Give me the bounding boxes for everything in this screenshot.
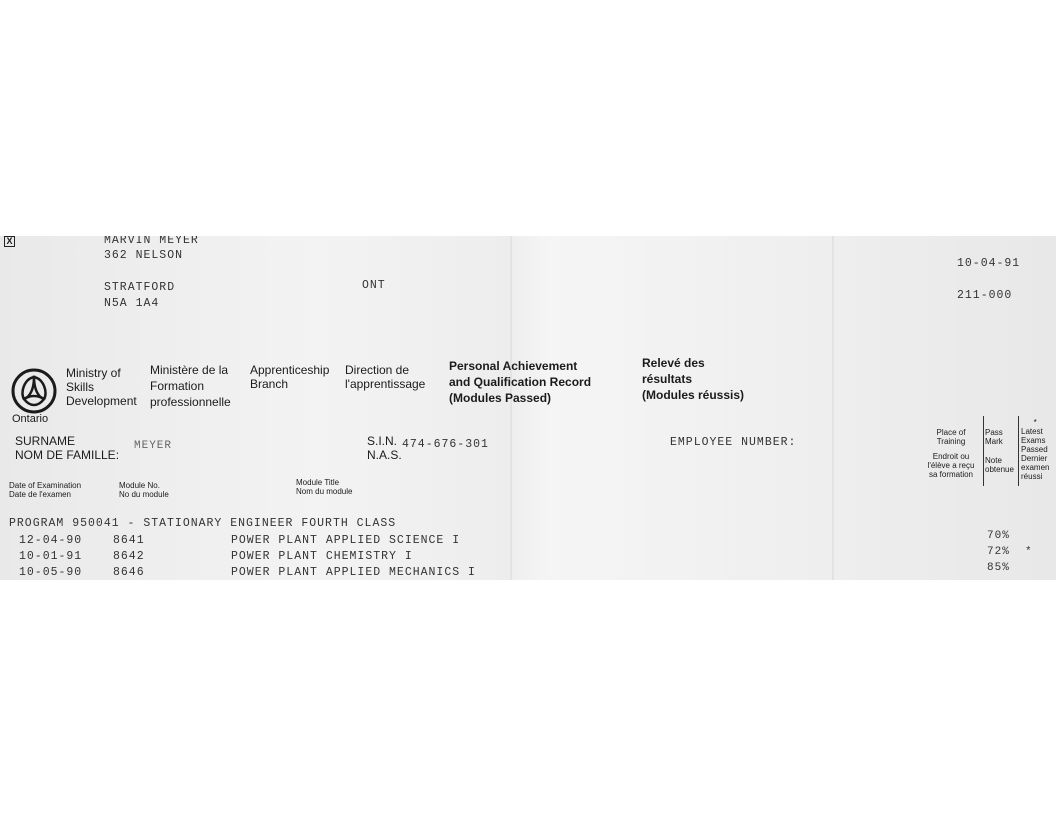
recipient-city: STRATFORD bbox=[104, 281, 176, 294]
module-date: 10-05-90 bbox=[19, 566, 83, 579]
column-divider bbox=[1018, 416, 1019, 486]
latest-exams-header: * Latest Exams Passed Dernier examen réussi bbox=[1021, 418, 1050, 481]
module-title: POWER PLANT APPLIED SCIENCE I bbox=[231, 534, 461, 547]
surname-value: MEYER bbox=[134, 440, 173, 452]
module-number: 8642 bbox=[113, 550, 145, 563]
module-date: 12-04-90 bbox=[19, 534, 83, 547]
ministry-fr: Ministère de la Formation professionnelle bbox=[150, 363, 231, 409]
recipient-postal: N5A 1A4 bbox=[104, 297, 160, 310]
module-mark: 85% bbox=[987, 562, 1010, 574]
recipient-street: 362 NELSON bbox=[104, 249, 184, 262]
place-of-training-header: Place of Training Endroit ou l'élève a reçu sa formation bbox=[927, 428, 975, 479]
issue-date: 10-04-91 bbox=[957, 257, 1021, 270]
record-title-en: Personal Achievement and Qualification Record (Modules Passed) bbox=[449, 359, 592, 405]
module-latest-flag: * bbox=[1025, 546, 1033, 558]
module-title: POWER PLANT CHEMISTRY I bbox=[231, 550, 413, 563]
module-mark: 70% bbox=[987, 530, 1010, 542]
module-number: 8641 bbox=[113, 534, 145, 547]
sin-label: S.I.N. N.A.S. bbox=[367, 434, 402, 462]
reference-code: 211-000 bbox=[957, 289, 1013, 302]
recipient-name: MARVIN MEYER bbox=[104, 236, 199, 247]
module-title: POWER PLANT APPLIED MECHANICS I bbox=[231, 566, 476, 579]
module-date: 10-01-91 bbox=[19, 550, 83, 563]
checkbox-mark: X bbox=[4, 236, 15, 247]
recipient-province: ONT bbox=[362, 279, 386, 292]
date-column-header: Date of Examination Date de l'examen bbox=[9, 481, 82, 499]
module-number-column-header: Module No. No du module bbox=[119, 481, 169, 499]
surname-label: SURNAME NOM DE FAMILLE: bbox=[15, 434, 120, 462]
program-line: PROGRAM 950041 - STATIONARY ENGINEER FOURTH CLASS bbox=[9, 517, 397, 530]
transcript-document bbox=[0, 236, 1056, 580]
module-title-column-header: Module Title Nom du module bbox=[296, 478, 353, 496]
ontario-trillium-icon bbox=[10, 367, 58, 415]
paper-fold bbox=[832, 236, 834, 580]
module-mark: 72% bbox=[987, 546, 1010, 558]
branch-en: Apprenticeship Branch bbox=[250, 363, 330, 391]
sin-value: 474-676-301 bbox=[402, 438, 489, 451]
branch-fr: Direction de l'apprentissage bbox=[345, 363, 426, 391]
record-title-fr: Relevé des résultats (Modules réussis) bbox=[642, 356, 745, 402]
ministry-en: Ministry of Skills Development bbox=[66, 366, 137, 408]
module-number: 8646 bbox=[113, 566, 145, 579]
column-divider bbox=[983, 416, 984, 486]
pass-mark-header: Pass Mark Note obtenue bbox=[985, 428, 1014, 474]
ontario-wordmark: Ontario bbox=[12, 413, 49, 425]
employee-number-label: EMPLOYEE NUMBER: bbox=[670, 436, 797, 449]
paper-fold bbox=[510, 236, 512, 580]
